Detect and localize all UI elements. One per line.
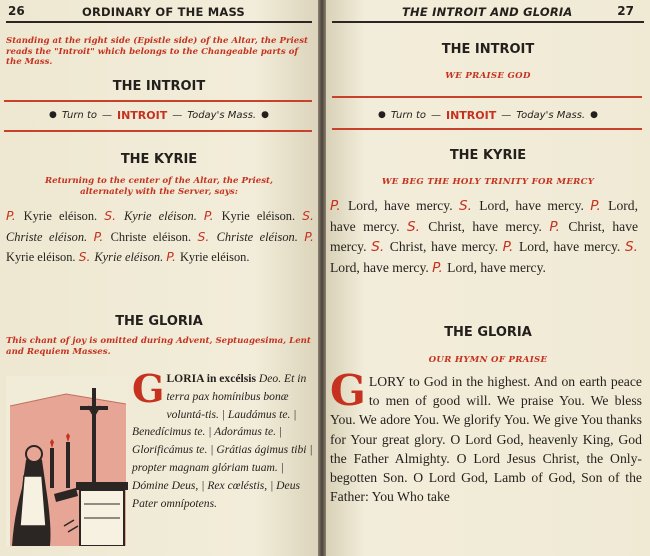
kyrie-line: Christ, have mercy. — [428, 218, 550, 234]
server-marker: S. — [104, 208, 124, 223]
gloria-rubric: This chant of joy is omitted during Advent, Septuagesima, Lent and Requiem Masses. — [6, 336, 311, 357]
kyrie-line: Christ, have mercy. — [389, 239, 503, 254]
kyrie-line: Christe eléison. — [110, 229, 198, 244]
gloria-subhead: OUR HYMN OF PRAISE — [428, 355, 548, 365]
rule-line — [332, 96, 642, 98]
drop-cap: G — [330, 366, 366, 415]
kyrie-line: Lord, have mercy. — [330, 259, 433, 275]
bullet-dot-icon: ● — [49, 110, 57, 120]
kyrie-line: Lord, have mercy. — [447, 259, 546, 275]
priest-marker: P. — [590, 198, 609, 214]
introit-link: INTROIT — [445, 108, 497, 122]
kyrie-line: Christe eléison. — [6, 229, 94, 244]
running-title: ORDINARY OF THE MASS — [82, 5, 245, 19]
gloria-first-words: LORIA in excélsis — [166, 372, 256, 385]
intro-rubric: Standing at the right side (Epistle side) of the Altar, the Priest reads the "Introit" which belongs to the Changeable parts of the Mass. — [6, 36, 309, 67]
kyrie-line: Kyrie eléison. — [179, 250, 250, 264]
gloria-heading: THE GLORIA — [115, 314, 203, 329]
server-marker: S. — [371, 239, 390, 255]
bullet-dot-icon: ● — [378, 110, 386, 120]
bullet-dot-icon: ● — [261, 110, 269, 120]
rule-line — [4, 130, 312, 132]
priest-marker: P. — [6, 208, 24, 223]
kyrie-line: Lord, have mercy. — [330, 198, 638, 234]
turn-to-introit: ● Turn to — INTROIT — Today's Mass. ● — [49, 108, 269, 122]
priest-marker: P. — [304, 228, 314, 244]
turn-to-introit: ● Turn to — INTROIT — Today's Mass. ● — [378, 108, 598, 122]
kyrie-latin-text — [6, 206, 314, 268]
kyrie-line: Christe eléison. — [216, 229, 305, 244]
priest-marker: P. — [502, 239, 519, 255]
kyrie-line: Christ, have mercy. — [330, 218, 639, 254]
kyrie-line: Kyrie eléison. — [6, 250, 79, 264]
bullet-dot-icon: ● — [590, 110, 598, 120]
left-running-head — [6, 3, 312, 23]
kyrie-line: Kyrie eléison. — [94, 250, 167, 264]
right-running-head — [332, 3, 644, 23]
kyrie-line: Lord, have mercy. — [347, 198, 459, 213]
kyrie-line: Lord, have mercy. — [518, 239, 626, 254]
kyrie-english-text — [330, 196, 638, 278]
introit-link: INTROIT — [116, 108, 168, 122]
server-marker: S. — [302, 208, 314, 223]
priest-marker: P. — [166, 249, 180, 264]
introit-subhead: WE PRAISE GOD — [445, 71, 531, 81]
turn-to-label: Turn to — [390, 109, 426, 121]
kyrie-line: Lord, have mercy. — [479, 198, 591, 213]
server-marker: S. — [197, 228, 217, 244]
todays-mass-label: Today's Mass. — [187, 109, 257, 121]
kyrie-heading: THE KYRIE — [120, 152, 198, 167]
gloria-latin-body: Deo. Et in terra pax homínibus bonæ voluntá-tis. | Laudámus te. | Benedícimus te. | Adorámus te. | Glorificámus te. | Grátias ágimus tibi | propter magnam glóriam tuam. | Dómine Deus, | Rex cœléstis, | Deus Pater omnípotens. — [132, 372, 313, 510]
rule-line — [4, 100, 312, 102]
right-page — [326, 0, 650, 556]
gloria-english-body: LORY to God in the highest. And on earth peace to men of good will. We praise You. We bless You. We adore You. We glorify You. We give You thanks for Your great glory. O Lord God, heavenly King, God the Father Almighty. O Lord Jesus Christ, the Only-begotten Son. O Lord God, Lamb of God, Son of the Father: You Who take — [330, 374, 642, 505]
kyrie-line: Kyrie eléison. — [124, 209, 204, 223]
page-number: 27 — [617, 4, 634, 18]
introit-heading: THE INTROIT — [112, 79, 206, 94]
priest-marker: P. — [432, 259, 448, 276]
turn-to-label: Turn to — [61, 109, 97, 121]
kyrie-line: Kyrie eléison. — [221, 209, 303, 223]
gloria-latin-text — [132, 366, 314, 512]
priest-marker: P. — [330, 198, 348, 214]
server-marker: S. — [406, 218, 429, 235]
running-title: THE INTROIT AND GLORIA — [402, 5, 573, 19]
priest-marker: P. — [549, 218, 569, 235]
gloria-heading: THE GLORIA — [444, 325, 532, 340]
kyrie-subhead: WE BEG THE HOLY TRINITY FOR MERCY — [381, 177, 595, 187]
kyrie-rubric: Returning to the center of the Altar, the Priest, alternately with the Server, says: — [44, 176, 274, 197]
page-number: 26 — [8, 4, 25, 18]
kyrie-heading: THE KYRIE — [449, 148, 527, 163]
kyrie-line: Kyrie eléison. — [23, 209, 105, 223]
priest-marker: P. — [203, 208, 222, 223]
drop-cap: G — [132, 366, 165, 411]
left-page — [0, 0, 318, 556]
gloria-english-text — [330, 366, 642, 506]
priest-marker: P. — [93, 228, 111, 244]
rule-line — [332, 128, 642, 130]
server-marker: S. — [625, 239, 638, 255]
introit-heading: THE INTROIT — [441, 42, 535, 57]
server-marker: S. — [78, 249, 95, 264]
server-marker: S. — [458, 198, 480, 214]
crucifix-illustration — [6, 376, 128, 546]
todays-mass-label: Today's Mass. — [516, 109, 586, 121]
book-gutter — [318, 0, 326, 556]
